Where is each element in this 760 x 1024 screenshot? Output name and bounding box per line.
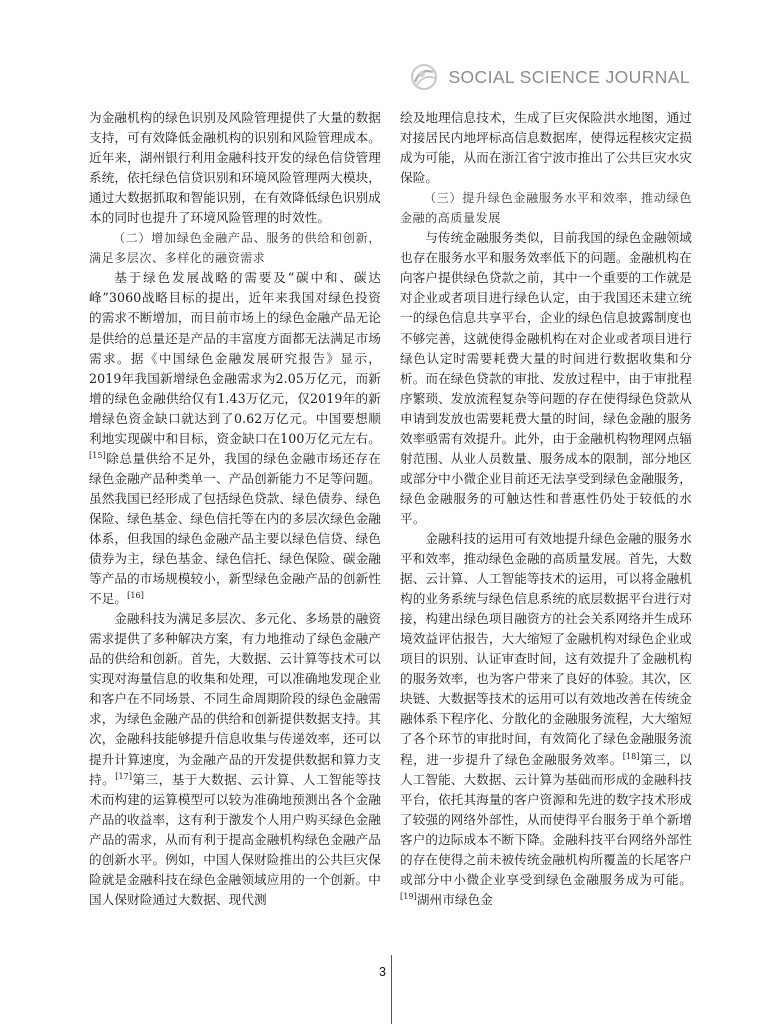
right-paragraph-3c: 湖州市绿色金 (416, 891, 493, 907)
citation-19: [19] (400, 891, 417, 901)
section-heading-3: （三）提升绿色金融服务水平和效率，推动绿色金融的高质量发展 (400, 191, 692, 226)
citation-17: [17] (115, 771, 133, 781)
page-number: 3 (379, 965, 386, 979)
right-paragraph-3b: 第三，以人工智能、大数据、云计算为基础而形成的金融科技平台，依托其海量的客户资源和先进的数字技术形成了较强的网络外部性，从而使得平台服务于单个新增客户的边际成本不断下降。金融科技平台网络外部性的存在使得之前未被传统金融机构所覆盖的长尾客户或部分中小微企业享受到绿色金融服务成为可能。 (400, 751, 693, 887)
section-heading-2: （二）增加绿色金融产品、服务的供给和创新，满足多层次、多样化的融资需求 (89, 231, 381, 266)
left-paragraph-3 (89, 609, 381, 910)
left-paragraph-2a: 基于绿色发展战略的需要及“碳中和、碳达峰”3060战略目标的提出，近年来我国对绿色投资的需求不断增加，而目前市场上的绿色金融产品无论是供给的总量还是产品的丰富度方面都无法满足市场需求。据《中国绿色金融发展研究报告》显示，2019年我国新增绿色金融需求为2.05万亿元，而新增的绿色金融供给仅有1.43万亿元，仅2019年的新增绿色资金缺口就达到了0.62万亿元。中国要想顺利地实现碳中和目标，资金缺口在100万亿元左右。 (89, 270, 381, 446)
journal-logo-icon (406, 62, 442, 92)
footer-divider (391, 955, 392, 1024)
citation-18: [18] (622, 751, 640, 761)
right-paragraph-3 (400, 529, 692, 910)
right-column (400, 108, 692, 910)
left-paragraph-2 (89, 268, 381, 609)
left-paragraph-2b: 除总量供给不足外，我国的绿色金融市场还存在绿色金融产品种类单一、产品创新能力不足等问题。虽然我国已经形成了包括绿色贷款、绿色债券、绿色保险、绿色基金、绿色信托等在内的多层次绿色金融体系，但我国的绿色金融产品主要以绿色信贷、绿色债券为主，绿色基金、绿色信托、绿色保险、碳金融等产品的市场规模较小，新型绿色金融产品的创新性不足。 (89, 450, 381, 607)
journal-header (406, 62, 690, 92)
left-paragraph-3a: 金融科技为满足多层次、多元化、多场景的融资需求提供了多种解决方案，有力地推动了绿色金融产品的供给和创新。首先，大数据、云计算等技术可以实现对海量信息的收集和处理，可以准确地发现企业和客户在不同场景、不同生命周期阶段的绿色金融需求，为绿色金融产品的供给和创新提供数据支持。其次，金融科技能够提升信息收集与传递效率，还可以提升计算速度，为金融产品的开发提供数据和算力支持。 (89, 611, 381, 787)
right-paragraph-2: 与传统金融服务类似，目前我国的绿色金融领域也存在服务水平和服务效率低下的问题。金融机构在向客户提供绿色贷款之前，其中一个重要的工作就是对企业或者项目进行绿色认定，由于我国还未建立统一的绿色信息共享平台，企业的绿色信息披露制度也不够完善，这就使得金融机构在对企业或者项目进行绿色认定时需要耗费大量的时间进行数据收集和分析。而在绿色贷款的审批、发放过程中，由于审批程序繁琐、发放流程复杂等问题的存在使得绿色贷款从申请到发放也需要耗费大量的时间，绿色金融的服务效率亟需有效提升。此外，由于金融机构物理网点辐射范围、从业人员数量、服务成本的限制，部分地区或部分中小微企业目前还无法享受到绿色金融服务，绿色金融服务的可触达性和普惠性仍处于较低的水平。 (400, 230, 692, 526)
journal-title: SOCIAL SCIENCE JOURNAL (448, 66, 690, 87)
right-paragraph-3a: 金融科技的运用可有效地提升绿色金融的服务水平和效率，推动绿色金融的高质量发展。首先，大数据、云计算、人工智能等技术的运用，可以将金融机构的业务系统与绿色信息系统的底层数据平台进行对接，构建出绿色项目融资方的社会关系网络并生成环境效益评估报告，大大缩短了金融机构对绿色企业或项目的识别、认证审查时间，这有效提升了金融机构的服务效率，也为客户带来了良好的体验。其次，区块链、大数据等技术的运用可以有效地改善在传统金融体系下程序化、分散化的金融服务流程，大大缩短了各个环节的审批时间，有效简化了绿色金融服务流程，进一步提升了绿色金融服务效率。 (400, 530, 692, 767)
citation-16: [16] (127, 590, 144, 600)
left-paragraph-3b: 第三，基于大数据、云计算、人工智能等技术而构建的运算模型可以较为准确地预测出各个金融产品的收益率，这有利于激发个人用户购买绿色金融产品的需求，从而有利于提高金融机构绿色金融产品的创新水平。例如，中国人保财险推出的公共巨灾保险就是金融科技在绿色金融领域应用的一个创新。中国人保财险通过大数据、现代测 (89, 771, 382, 907)
right-paragraph-1: 绘及地理信息技术，生成了巨灾保险洪水地图，通过对接居民内地坪标高信息数据库，使得远程核灾定损成为可能，从而在浙江省宁波市推出了公共巨灾水灾保险。 (400, 110, 692, 186)
citation-15: [15] (89, 450, 106, 460)
left-column (89, 108, 381, 910)
left-paragraph-1: 为金融机构的绿色识别及风险管理提供了大量的数据支持，可有效降低金融机构的识别和风险管理成本。近年来，湖州银行利用金融科技开发的绿色信贷管理系统，依托绿色信贷识别和环境风险管理两大模块，通过大数据抓取和智能识别，在有效降低绿色识别成本的同时也提升了环境风险管理的时效性。 (89, 110, 381, 226)
